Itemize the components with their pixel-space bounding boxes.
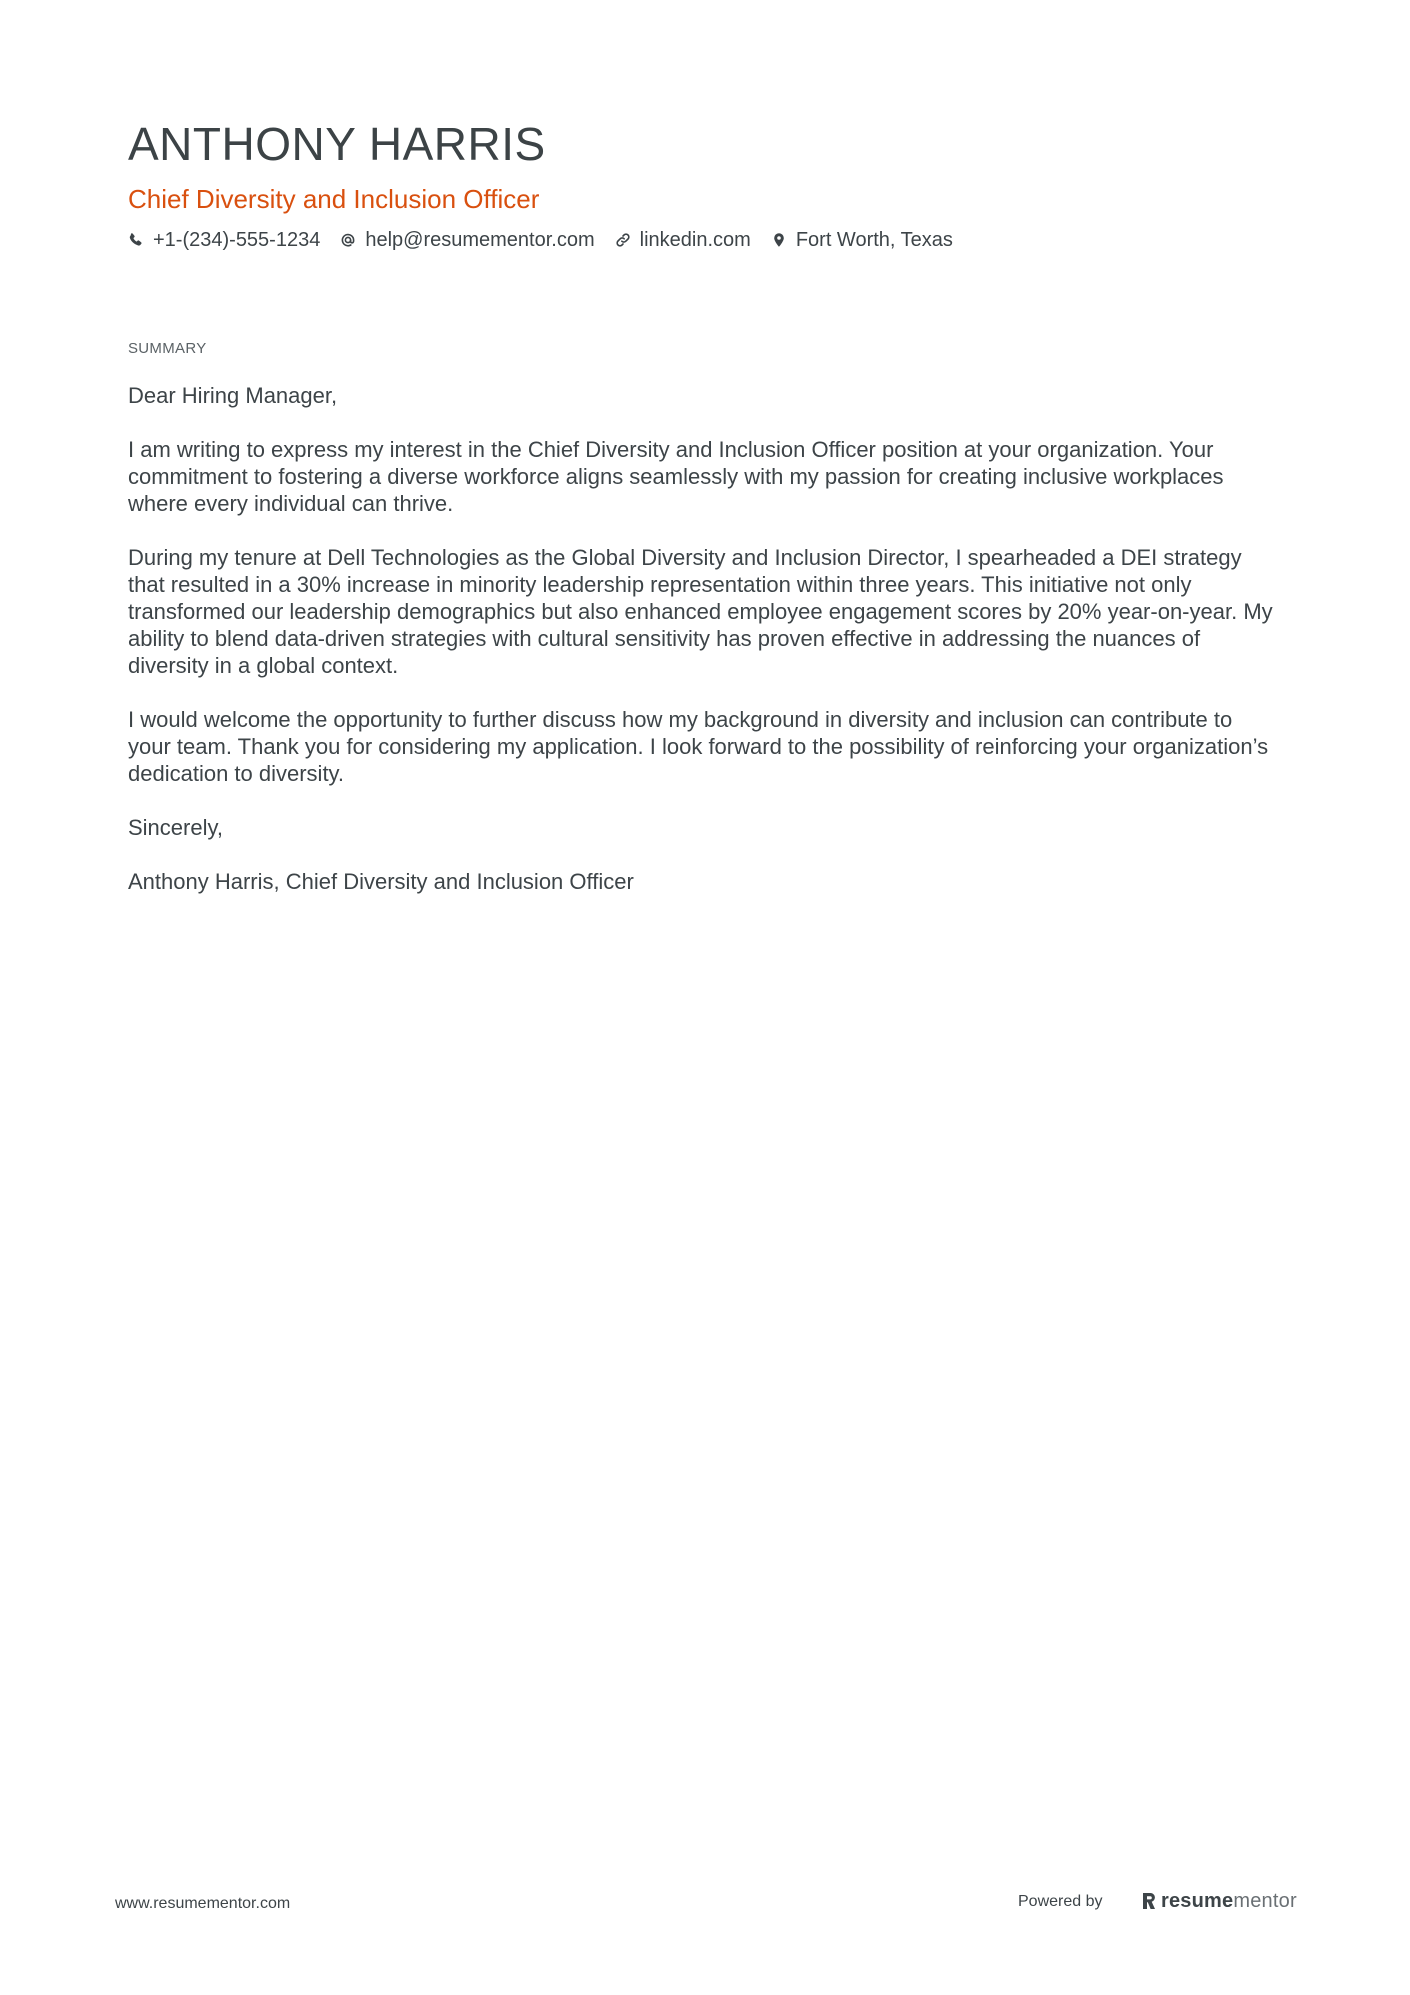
- letter-signature: Anthony Harris, Chief Diversity and Inclusion Officer: [128, 869, 634, 894]
- contact-linkedin[interactable]: [615, 226, 751, 254]
- footer-powered-by: Powered by: [1018, 1893, 1103, 1910]
- location-pin-icon: [771, 232, 787, 248]
- contact-phone-text: +1-(234)-555-1234: [153, 229, 321, 251]
- candidate-title: Chief Diversity and Inclusion Officer: [128, 184, 540, 214]
- contact-email-text: help@resumementor.com: [365, 229, 595, 251]
- letter-paragraph: I am writing to express my interest in the Chief Diversity and Inclusion Officer position at your organization. Your commitment to fostering a diverse workforce aligns seamlessly with my passion for creating inclusive workplaces where every individual can thrive.: [128, 437, 1224, 516]
- candidate-name: ANTHONY HARRIS: [128, 118, 546, 170]
- contact-phone: [128, 226, 320, 254]
- phone-icon: [128, 232, 144, 248]
- at-icon: [340, 232, 356, 248]
- contact-email[interactable]: [340, 226, 594, 254]
- summary-heading: SUMMARY: [128, 340, 207, 357]
- resumementor-logo[interactable]: [1141, 1887, 1297, 1915]
- contact-location: [771, 226, 953, 254]
- contact-linkedin-text: linkedin.com: [639, 229, 751, 251]
- contact-location-text: Fort Worth, Texas: [795, 229, 953, 251]
- letter-paragraph: I would welcome the opportunity to further discuss how my background in diversity and inclusion can contribute to your team. Thank you for considering my application. I look forward to the possibility of reinforcing your organization’s dedication to diversity.: [128, 707, 1269, 786]
- letter-paragraph: During my tenure at Dell Technologies as the Global Diversity and Inclusion Director, I spearheaded a DEI strategy that resulted in a 30% increase in minority leadership representation within three years. This initiative not only transformed our leadership demographics but also enhanced employee engagement scores by 20% year-on-year. My ability to blend data-driven strategies with cultural sensitivity has proven effective in addressing the nuances of diversity in a global context.: [128, 545, 1273, 678]
- letter-body: [128, 382, 1278, 922]
- resumementor-logo-text: [1161, 1887, 1297, 1915]
- link-icon: [615, 232, 631, 248]
- resumementor-logo-icon: [1141, 1891, 1157, 1911]
- contact-row: [128, 226, 973, 254]
- letter-greeting: Dear Hiring Manager,: [128, 383, 338, 408]
- logo-text-light: mentor: [1233, 1890, 1297, 1912]
- logo-text-bold: resume: [1161, 1890, 1234, 1912]
- letter-closing: Sincerely,: [128, 815, 223, 840]
- footer-website[interactable]: www.resumementor.com: [115, 1895, 291, 1912]
